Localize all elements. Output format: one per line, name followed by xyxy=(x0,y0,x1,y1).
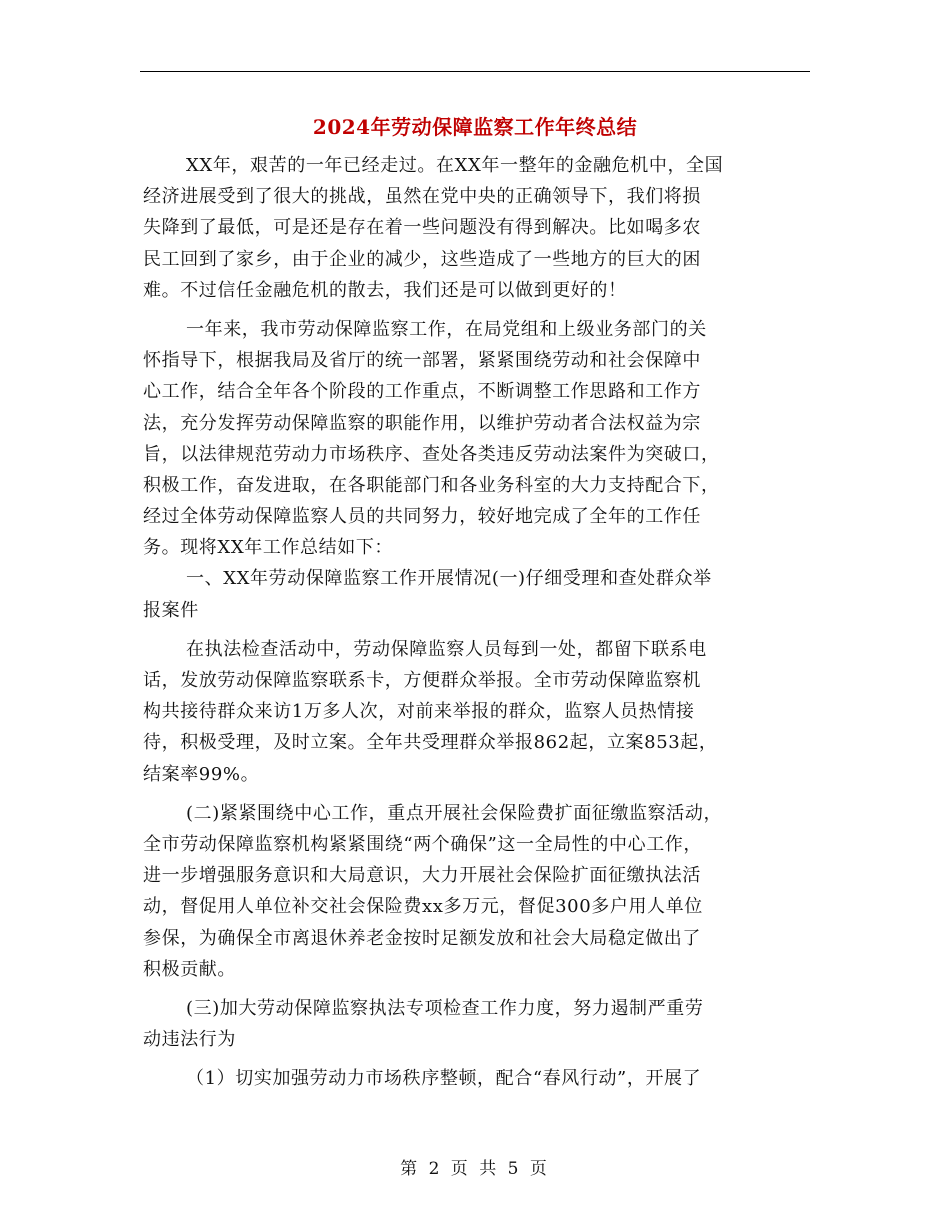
page-number: 第 2 页 共 5 页 xyxy=(400,1159,550,1179)
paragraph-line: 积极工作，奋发进取，在各职能部门和各业务科室的大力支持配合下， xyxy=(143,474,720,496)
paragraph-line: (三)加大劳动保障监察执法专项检查工作力度，努力遏制严重劳 xyxy=(186,997,704,1019)
paragraph-line: 动违法行为 xyxy=(143,1029,236,1051)
paragraph-line: 全市劳动保障监察机构紧紧围绕“两个确保”这一全局性的中心工作， xyxy=(143,833,703,855)
paragraph-line: 失降到了最低，可是还是存在着一些问题没有得到解决。比如喝多农 xyxy=(143,217,701,239)
paragraph-line: 务。现将XX年工作总结如下： xyxy=(143,537,394,559)
paragraph-line: 话，发放劳动保障监察联系卡，方便群众举报。全市劳动保障监察机 xyxy=(143,670,701,691)
paragraph-line: 民工回到了家乡，由于企业的减少，这些造成了一些地方的巨大的困 xyxy=(143,248,701,270)
paragraph-line: 积极贡献。 xyxy=(143,958,236,980)
paragraph-line: (二)紧紧围绕中心工作，重点开展社会保险费扩面征缴监察活动， xyxy=(186,802,723,824)
paragraph-line: 经济进展受到了很大的挑战，虽然在党中央的正确领导下，我们将损 xyxy=(143,186,701,208)
section-heading-line: 一、XX年劳动保障监察工作开展情况(一)仔细受理和查处群众举 xyxy=(186,568,712,590)
paragraph-line: 动，督促用人单位补交社会保险费xx多万元，督促300多户用人单位 xyxy=(143,896,703,918)
paragraph-line: 难。不过信任金融危机的散去，我们还是可以做到更好的！ xyxy=(143,279,627,301)
paragraph-line: 待，积极受理，及时立案。全年共受理群众举报862起，立案853起， xyxy=(143,732,718,754)
paragraph-line: 进一步增强服务意识和大局意识，大力开展社会保险扩面征缴执法活 xyxy=(143,865,701,887)
paragraph-line: 一年来，我市劳动保障监察工作，在局党组和上级业务部门的关 xyxy=(186,318,707,340)
section-heading-line: 报案件 xyxy=(143,599,199,621)
paragraph-line: （1）切实加强劳动力市场秩序整顿，配合“春风行动”，开展了 xyxy=(186,1068,702,1090)
paragraph-line: 结案率99%。 xyxy=(143,763,260,785)
document-body xyxy=(143,150,813,1094)
paragraph-line: XX年，艰苦的一年已经走过。在XX年一整年的金融危机中，全国 xyxy=(186,155,724,176)
document-title: 2024年劳动保障监察工作年终总结 xyxy=(312,115,638,139)
paragraph-line: 参保，为确保全市离退休养老金按时足额发放和社会大局稳定做出了 xyxy=(143,927,701,949)
paragraph-line: 经过全体劳动保障监察人员的共同努力，较好地完成了全年的工作任 xyxy=(143,506,701,528)
paragraph-line: 在执法检查活动中，劳动保障监察人员每到一处，都留下联系电 xyxy=(186,638,707,660)
paragraph-line: 构共接待群众来访1万多人次，对前来举报的群众，监察人员热情接 xyxy=(143,701,695,723)
header-rule xyxy=(140,71,810,72)
paragraph-line: 旨，以法律规范劳动力市场秩序、查处各类违反劳动法案件为突破口， xyxy=(143,443,720,465)
paragraph-line: 心工作，结合全年各个阶段的工作重点，不断调整工作思路和工作方 xyxy=(143,381,701,403)
paragraph-line: 怀指导下，根据我局及省厅的统一部署，紧紧围绕劳动和社会保障中 xyxy=(143,350,701,372)
paragraph-line: 法，充分发挥劳动保障监察的职能作用，以维护劳动者合法权益为宗 xyxy=(143,412,701,434)
